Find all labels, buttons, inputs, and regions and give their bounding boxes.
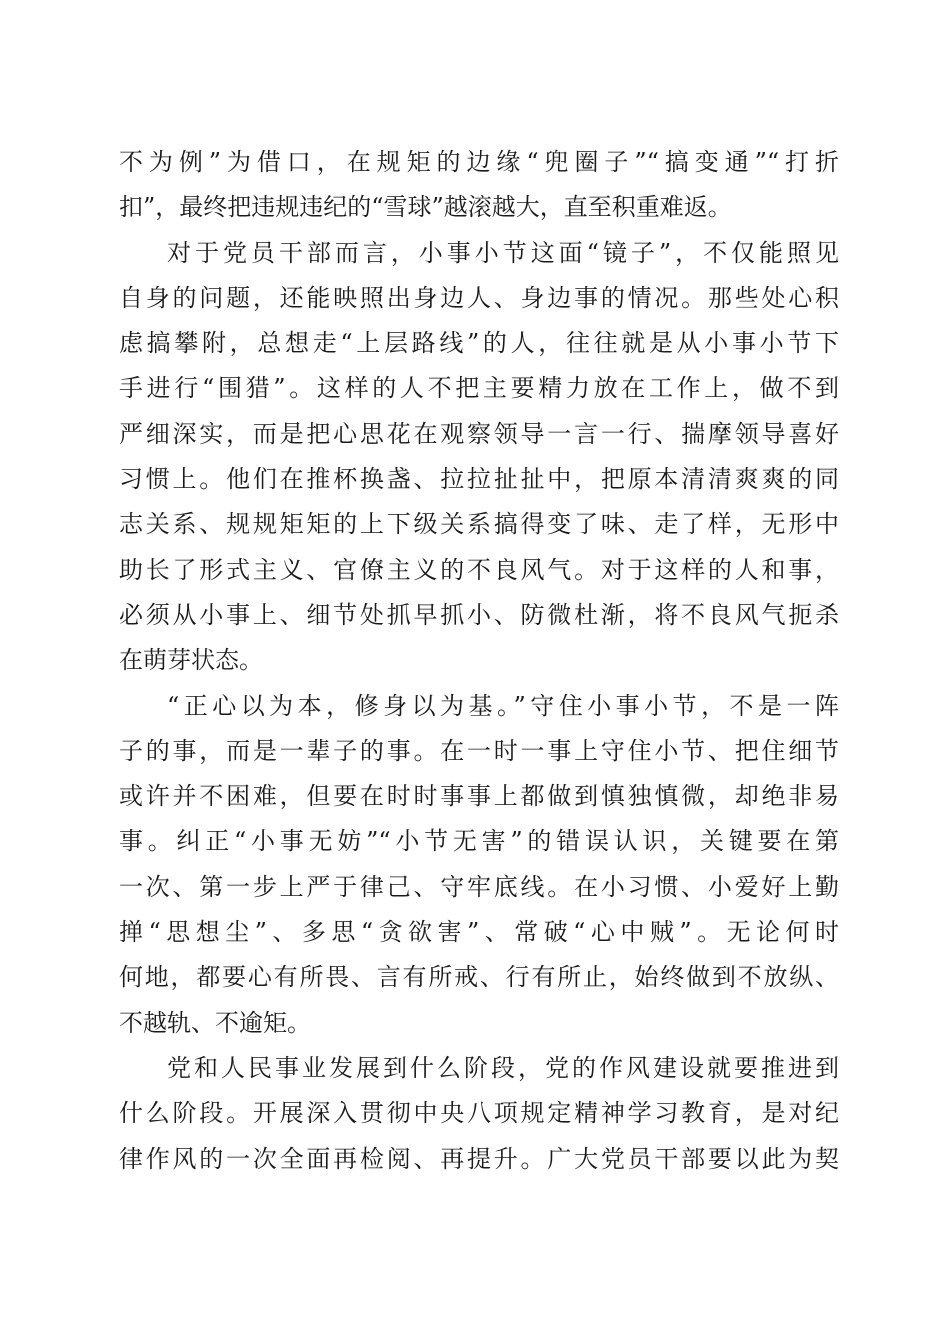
- text-line: 助长了形式主义、官僚主义的不良风气。对于这样的人和事，: [119, 555, 839, 584]
- text-line: 律作风的一次全面再检阅、再提升。广大党员干部要以此为契: [119, 1144, 839, 1173]
- text-line: 掸“思想尘”、多思“贪欲害”、常破“心中贼”。无论何时: [119, 918, 839, 947]
- text-line: 或许并不困难，但要在时时事事上都做到慎独慎微，却绝非易: [119, 782, 839, 811]
- text-line: 不为例”为借口，在规矩的边缘“兜圈子”“搞变通”“打折: [119, 148, 839, 176]
- text-line: 虑搞攀附，总想走“上层路线”的人，往往就是从小事小节下: [119, 329, 839, 358]
- text-line: 一次、第一步上严于律己、守牢底线。在小习惯、小爱好上勤: [119, 872, 839, 901]
- text-line: 习惯上。他们在推杯换盏、拉拉扯扯中，把原本清清爽爽的同: [119, 465, 839, 494]
- text-line: 不越轨、不逾矩。: [119, 1008, 311, 1037]
- text-line: “正心以为本，修身以为基。”守住小事小节，不是一阵: [167, 691, 839, 720]
- text-line: 什么阶段。开展深入贯彻中央八项规定精神学习教育，是对纪: [119, 1099, 839, 1128]
- text-line: 扣”，最终把违规违纪的“雪球”越滚越大，直至积重难返。: [119, 193, 732, 222]
- text-line: 子的事，而是一辈子的事。在一时一事上守住小节、把住细节: [119, 736, 839, 765]
- text-line: 事。纠正“小事无妨”“小节无害”的错误认识，关键要在第: [119, 827, 839, 856]
- text-line: 志关系、规规矩矩的上下级关系搞得变了味、走了样，无形中: [119, 510, 839, 539]
- text-line: 对于党员干部而言，小事小节这面“镜子”，不仅能照见: [167, 238, 839, 267]
- text-line: 党和人民事业发展到什么阶段，党的作风建设就要推进到: [167, 1053, 839, 1082]
- article-body: [119, 140, 839, 1182]
- text-line: 何地，都要心有所畏、言有所戒、行有所止，始终做到不放纵、: [119, 963, 839, 992]
- text-line: 自身的问题，还能映照出身边人、身边事的情况。那些处心积: [119, 283, 839, 312]
- text-line: 手进行“围猎”。这样的人不把主要精力放在工作上，做不到: [119, 374, 839, 403]
- text-line: 必须从小事上、细节处抓早抓小、防微杜渐，将不良风气扼杀: [119, 600, 839, 629]
- text-line: 在萌芽状态。: [119, 646, 263, 675]
- text-line: 严细深实，而是把心思花在观察领导一言一行、揣摩领导喜好: [119, 419, 839, 448]
